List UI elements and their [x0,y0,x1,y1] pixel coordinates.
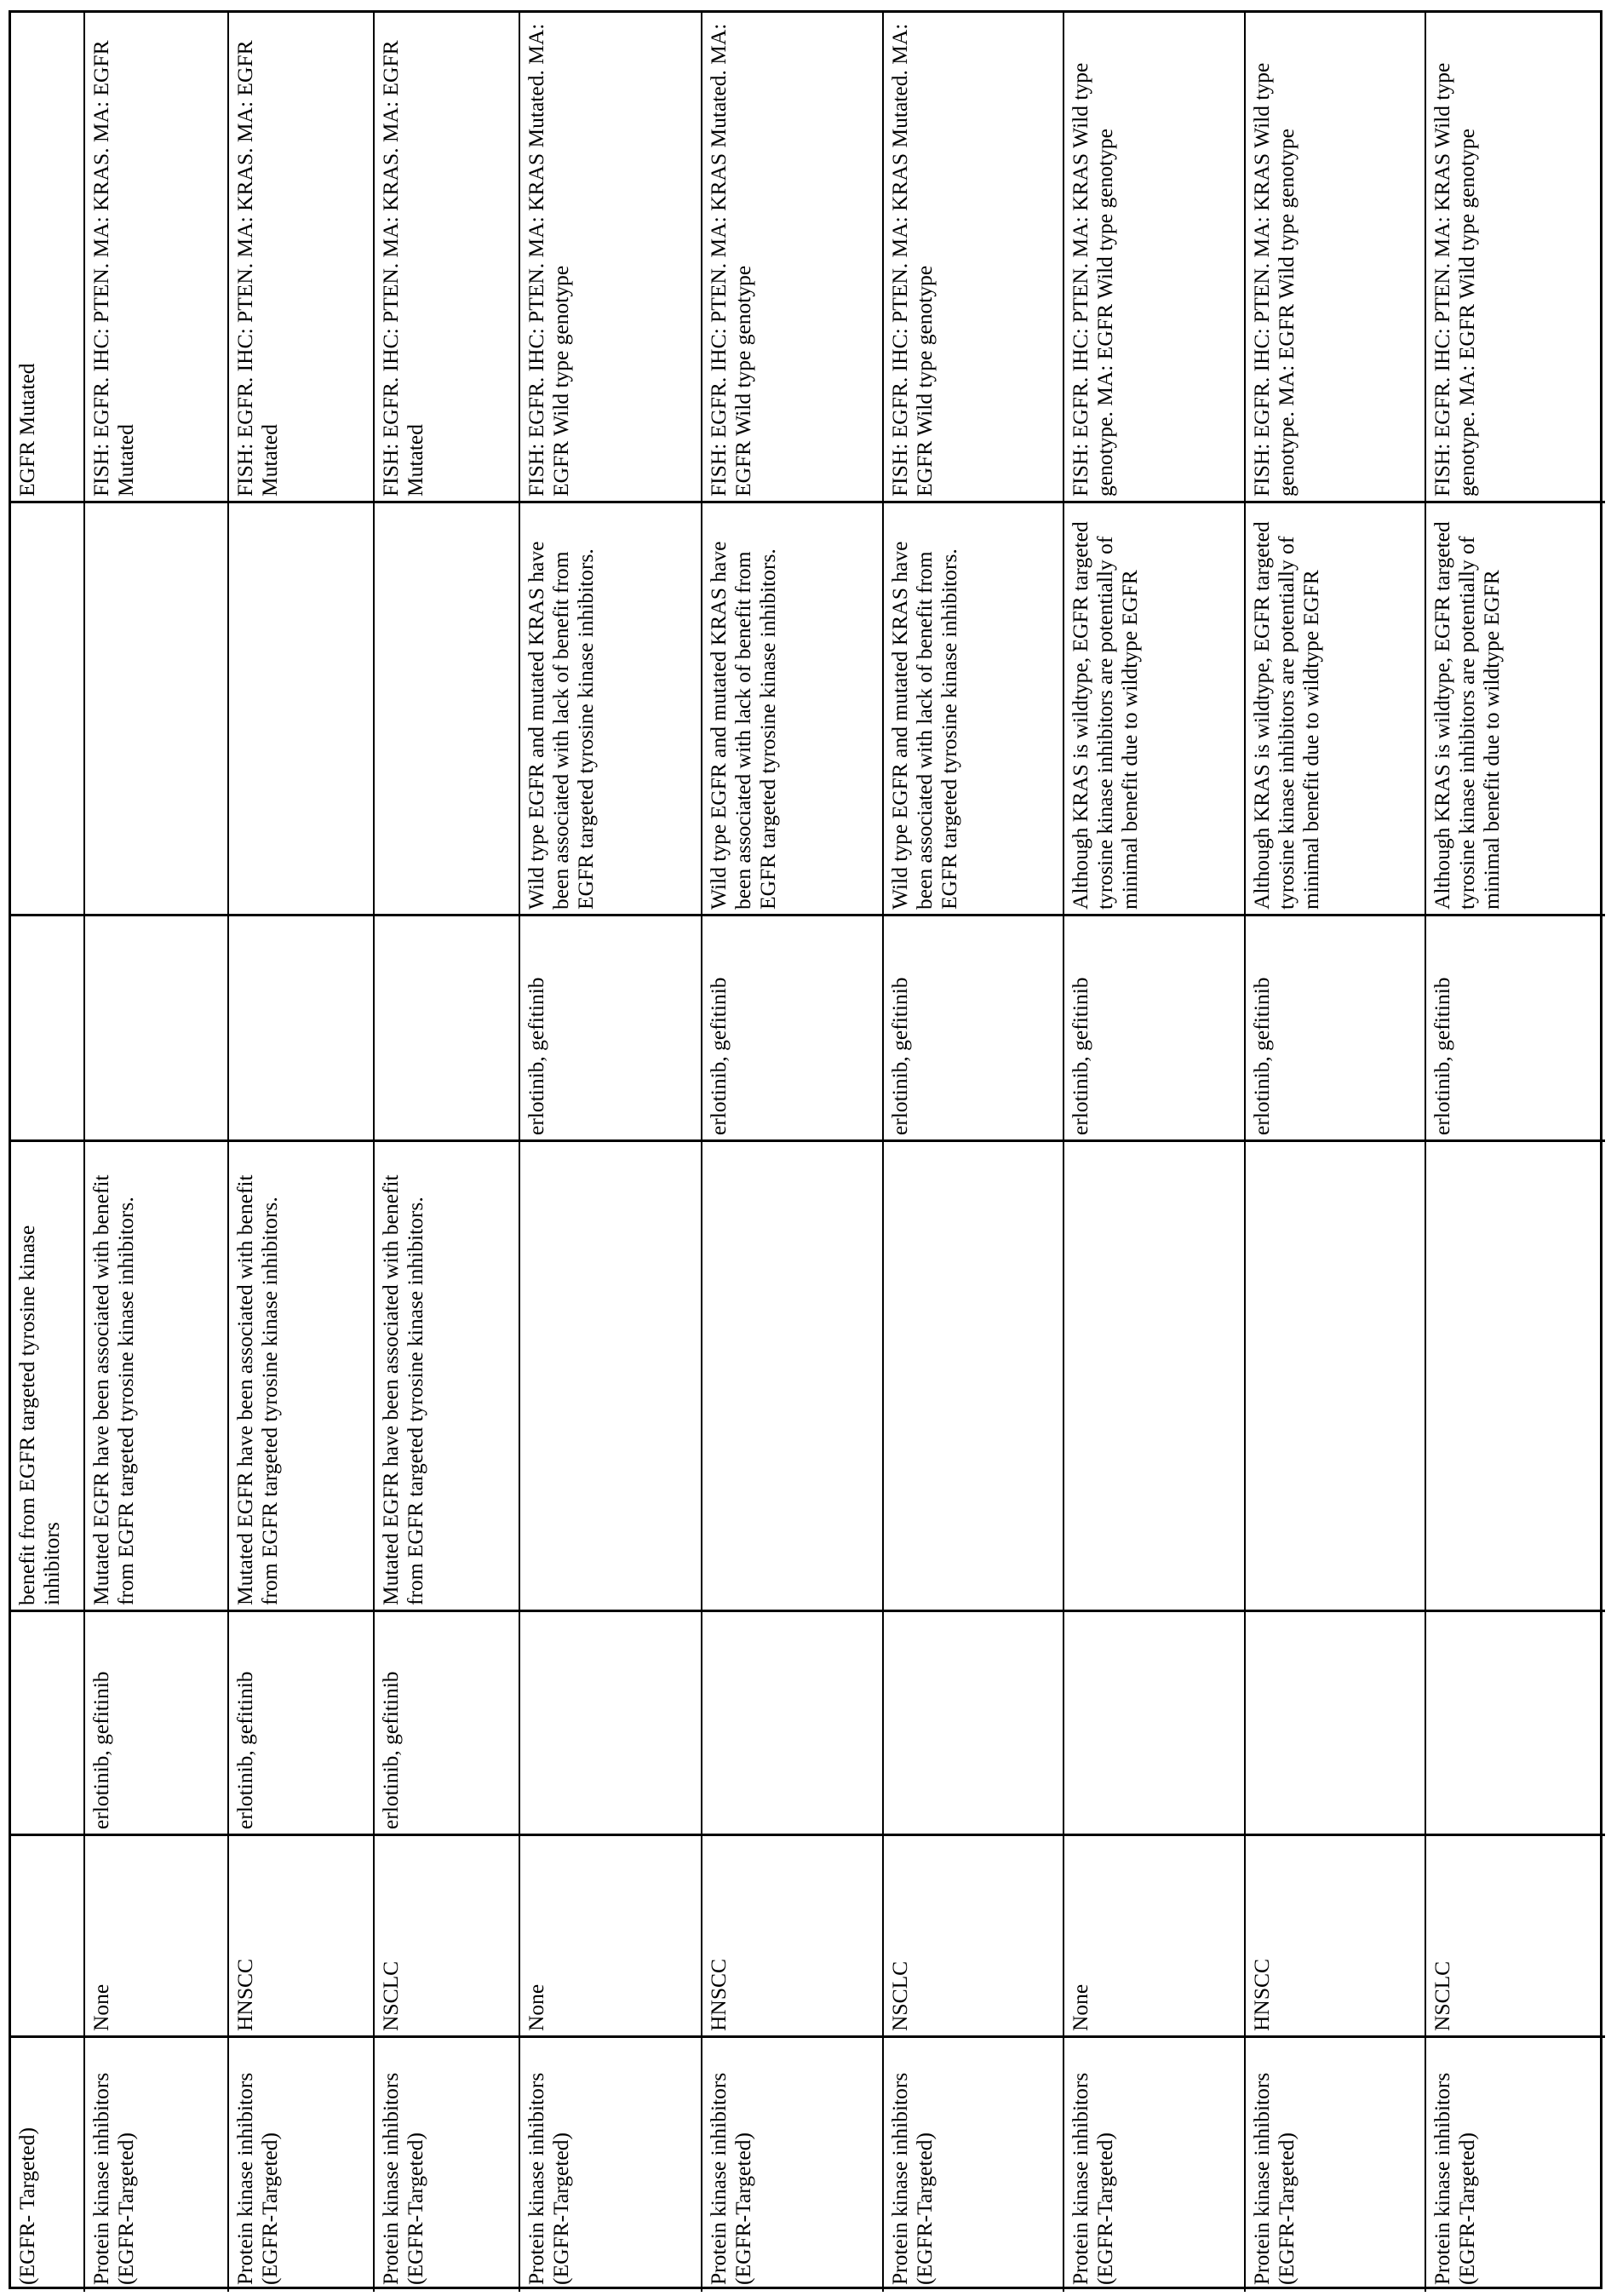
disease-cell [1426,1836,1605,2038]
drug-cell-2 [1426,916,1605,1142]
cell-text: FISH: EGFR. IHC: PTEN. MA: KRAS Mutated. MA: EGFR Wild type genotype [887,23,937,497]
assay-cell [1246,13,1426,503]
disease-cell [1064,1836,1246,2038]
assay-cell [1426,13,1605,503]
drug-cell-2 [702,916,884,1142]
cell-text: FISH: EGFR. IHC: PTEN. MA: KRAS. MA: EGFR Mutated [232,40,282,497]
cell-text: NSCLC [378,1960,403,2031]
drug-class-cell [11,2038,85,2292]
cell-text: None [1068,1983,1092,2031]
cell-text: Wild type EGFR and mutated KRAS have been associated with lack of benefit from EGFR targeted tyrosine kinase inhibitors. [524,541,598,910]
cell-text: benefit from EGFR targeted tyrosine kinase inhibitors [14,1225,64,1605]
cell-text: HNSCC [706,1958,731,2031]
cell-text: None [89,1983,113,2031]
cell-text: Although KRAS is wildtype, EGFR targeted tyrosine kinase inhibitors are potentially of minimal benefit due to wildtype EGFR [1249,521,1323,910]
cell-text: FISH: EGFR. IHC: PTEN. MA: KRAS Wild type genotype. MA: EGFR Wild type genotype [1068,62,1117,497]
drug-class-cell [229,2038,375,2292]
cell-text [520,1612,702,1836]
rationale-mutated-cell [520,1142,702,1612]
rationale-mutated-cell [1246,1142,1426,1612]
rationale-wildtype-cell [1064,503,1246,916]
cell-text: FISH: EGFR. IHC: PTEN. MA: KRAS Mutated. MA: EGFR Wild type genotype [706,23,755,497]
rationale-wildtype-cell [1426,503,1605,916]
rationale-wildtype-cell [884,503,1064,916]
cell-text [884,1612,1064,1836]
drug-class-cell [85,2038,229,2292]
cell-text [229,503,375,916]
cell-text: Although KRAS is wildtype, EGFR targeted tyrosine kinase inhibitors are potentially of minimal benefit due to wildtype EGFR [1068,521,1142,910]
cell-text [11,916,85,1142]
drug-cell [11,1612,85,1836]
cell-text: erlotinib, gefitinib [1249,977,1274,1135]
cell-text: Although KRAS is wildtype, EGFR targeted tyrosine kinase inhibitors are potentially of minimal benefit due to wildtype EGFR [1430,521,1504,910]
rationale-mutated-cell [1064,1142,1246,1612]
assay-cell [884,13,1064,503]
cell-text: Protein kinase inhibitors (EGFR-Targeted) [232,2072,282,2285]
drug-class-cell [702,2038,884,2292]
rationale-mutated-cell [1426,1142,1605,1612]
drug-cell [520,1612,702,1836]
cell-text [11,1612,85,1836]
cell-text: None [524,1983,548,2031]
drug-cell-2 [85,916,229,1142]
disease-cell [884,1836,1064,2038]
disease-cell [702,1836,884,2038]
cell-text: Mutated EGFR have been associated with benefit from EGFR targeted tyrosine kinase inhibitors. [378,1174,427,1605]
cell-text: Protein kinase inhibitors (EGFR-Targeted) [706,2072,755,2285]
rationale-mutated-cell [702,1142,884,1612]
cell-text: FISH: EGFR. IHC: PTEN. MA: KRAS Mutated. MA: EGFR Wild type genotype [524,23,573,497]
cell-text: Wild type EGFR and mutated KRAS have been associated with lack of benefit from EGFR targeted tyrosine kinase inhibitors. [887,541,961,910]
cell-text [1064,1142,1246,1612]
drug-class-cell [520,2038,702,2292]
cell-text [702,1612,884,1836]
drug-cell-2 [884,916,1064,1142]
assay-cell [520,13,702,503]
drug-cell [1426,1612,1605,1836]
assay-cell [1064,13,1246,503]
cell-text: erlotinib, gefitinib [1430,977,1454,1135]
drug-cell [1064,1612,1246,1836]
assay-cell [11,13,85,503]
disease-cell [85,1836,229,2038]
cell-text [11,503,85,916]
rationale-wildtype-cell [85,503,229,916]
cell-text [1246,1612,1426,1836]
drug-cell [229,1612,375,1836]
rationale-wildtype-cell [702,503,884,916]
drug-cell [884,1612,1064,1836]
drug-cell [702,1612,884,1836]
assay-cell [229,13,375,503]
disease-cell [1246,1836,1426,2038]
rationale-wildtype-cell [1246,503,1426,916]
cell-text: Protein kinase inhibitors (EGFR-Targeted) [378,2072,427,2285]
drug-cell-2 [375,916,520,1142]
cell-text [375,503,520,916]
assay-cell [85,13,229,503]
drug-class-cell [1426,2038,1605,2292]
cell-text: Protein kinase inhibitors (EGFR-Targeted) [1249,2072,1299,2285]
cell-text: Protein kinase inhibitors (EGFR-Targeted) [524,2072,573,2285]
cell-text: FISH: EGFR. IHC: PTEN. MA: KRAS. MA: EGFR Mutated [378,40,427,497]
cell-text: erlotinib, gefitinib [1068,977,1092,1135]
cell-text: erlotinib, gefitinib [524,977,548,1135]
assay-cell [702,13,884,503]
drug-class-cell [884,2038,1064,2292]
drug-cell-2 [11,916,85,1142]
cell-text: HNSCC [1249,1958,1274,2031]
cell-text: EGFR Mutated [14,363,39,497]
rationale-mutated-cell [11,1142,85,1612]
cell-text: erlotinib, gefitinib [706,977,731,1135]
cell-text [1064,1612,1246,1836]
cell-text [85,916,229,1142]
cell-text: Wild type EGFR and mutated KRAS have been associated with lack of benefit from EGFR targeted tyrosine kinase inhibitors. [706,541,780,910]
cell-text: Protein kinase inhibitors (EGFR-Targeted) [1068,2072,1117,2285]
cell-text [229,916,375,1142]
cell-text: erlotinib, gefitinib [378,1671,403,1829]
cell-text: HNSCC [232,1958,257,2031]
cell-text [11,1836,85,2038]
drug-cell [1246,1612,1426,1836]
rationale-wildtype-cell [520,503,702,916]
disease-cell [229,1836,375,2038]
rationale-wildtype-cell [375,503,520,916]
rationale-mutated-cell [375,1142,520,1612]
drug-cell-2 [229,916,375,1142]
drug-class-cell [1064,2038,1246,2292]
drug-cell [85,1612,229,1836]
cell-text [884,1142,1064,1612]
cell-text: Protein kinase inhibitors (EGFR-Targeted) [887,2072,937,2285]
cell-text: FISH: EGFR. IHC: PTEN. MA: KRAS Wild type genotype. MA: EGFR Wild type genotype [1430,62,1479,497]
disease-cell [11,1836,85,2038]
rationale-mutated-cell [884,1142,1064,1612]
cell-text [520,1142,702,1612]
drug-cell-2 [1246,916,1426,1142]
disease-cell [520,1836,702,2038]
cell-text: Protein kinase inhibitors (EGFR-Targeted) [89,2072,138,2285]
cell-text: (EGFR- Targeted) [14,2127,39,2285]
rationale-wildtype-cell [11,503,85,916]
rotated-table [9,10,1602,2289]
cell-text: FISH: EGFR. IHC: PTEN. MA: KRAS. MA: EGFR Mutated [89,40,138,497]
drug-cell-2 [1064,916,1246,1142]
cell-text [1246,1142,1426,1612]
disease-cell [375,1836,520,2038]
drug-class-cell [375,2038,520,2292]
cell-text [1426,1612,1605,1836]
drug-cell-2 [520,916,702,1142]
rationale-wildtype-cell [229,503,375,916]
cell-text: NSCLC [1430,1960,1454,2031]
cell-text [85,503,229,916]
cell-text: NSCLC [887,1960,912,2031]
drug-cell [375,1612,520,1836]
assay-cell [375,13,520,503]
cell-text [702,1142,884,1612]
cell-text: FISH: EGFR. IHC: PTEN. MA: KRAS Wild type genotype. MA: EGFR Wild type genotype [1249,62,1299,497]
cell-text: erlotinib, gefitinib [232,1671,257,1829]
cell-text: Protein kinase inhibitors (EGFR-Targeted) [1430,2072,1479,2285]
rationale-mutated-cell [229,1142,375,1612]
cell-text [375,916,520,1142]
cell-text: erlotinib, gefitinib [887,977,912,1135]
cell-text: Mutated EGFR have been associated with benefit from EGFR targeted tyrosine kinase inhibitors. [232,1174,282,1605]
cell-text [1426,1142,1605,1612]
cell-text: erlotinib, gefitinib [89,1671,113,1829]
rationale-mutated-cell [85,1142,229,1612]
cell-text: Mutated EGFR have been associated with benefit from EGFR targeted tyrosine kinase inhibitors. [89,1174,138,1605]
drug-class-cell [1246,2038,1426,2292]
